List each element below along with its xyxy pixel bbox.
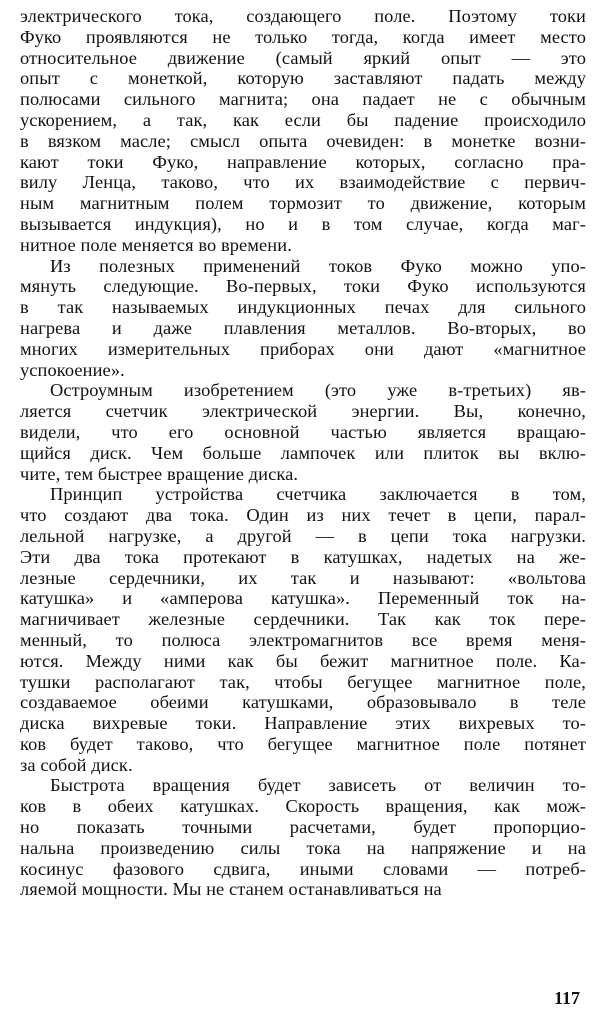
text-line: косинус фазового сдвига, иными словами — потреб- — [20, 858, 586, 879]
text-line: успокоение». — [20, 359, 125, 380]
text-line: ков в обеих катушках. Скорость вращения, как мож- — [20, 796, 586, 817]
text-line: нагрева и даже плавления металлов. Во-вторых, во — [20, 317, 586, 338]
text-line: что создают два тока. Один из них течет в цепи, парал- — [20, 505, 586, 526]
paragraph — [20, 380, 586, 484]
text-line: Остроумным изобретением (это уже в-третьих) яв- — [50, 380, 586, 401]
paragraph — [20, 6, 586, 256]
text-line: многих измерительных приборах они дают «магнитное — [20, 338, 586, 359]
text-line: вызывается индукция), но и в том случае, когда маг- — [20, 213, 586, 234]
text-line: лезные сердечники, их так и называют: «вольтова — [20, 567, 586, 588]
text-line: ным магнитным полем тормозит то движение, которым — [20, 193, 586, 214]
text-line: ускорением, а так, как если бы падение происходило — [20, 109, 586, 130]
text-line: ляется счетчик электрической энергии. Вы, конечно, — [20, 401, 586, 422]
text-line: кают токи Фуко, направление которых, согласно пра- — [20, 151, 586, 172]
text-line: тушки располагают так, чтобы бегущее магнитное поле, — [20, 671, 586, 692]
text-line: ются. Между ними как бы бежит магнитное поле. Ка- — [20, 650, 586, 671]
text-line: Эти два тока протекают в катушках, надетых на же- — [20, 546, 586, 567]
text-line: чите, тем быстрее вращение диска. — [20, 463, 299, 484]
text-line: относительное движение (самый яркий опыт — это — [20, 47, 586, 68]
text-line: опыт с монеткой, которую заставляют падать между — [20, 68, 586, 89]
text-line: мянуть следующие. Во-первых, токи Фуко используются — [20, 276, 586, 297]
text-line: но показать точными расчетами, будет пропорцио- — [20, 817, 586, 838]
text-line: катушка» и «амперова катушка». Переменный ток на- — [20, 588, 586, 609]
text-line: вилу Ленца, таково, что их взаимодействие с первич- — [20, 172, 586, 193]
text-line: видели, что его основной частью является вращаю- — [20, 421, 586, 442]
text-line: Принцип устройства счетчика заключается в том, — [50, 484, 586, 505]
text-line: магничивает железные сердечники. Так как ток пере- — [20, 609, 586, 630]
paragraph — [20, 484, 586, 775]
text-line: ков будет таково, что бегущее магнитное поле потянет — [20, 733, 586, 754]
text-line: в вязком масле; смысл опыта очевиден: в монетке возни- — [20, 130, 586, 151]
text-line: ляемой мощности. Мы не станем останавливаться на — [20, 879, 442, 900]
body-text — [20, 6, 586, 900]
text-line: создаваемое обеими катушками, образовывало в теле — [20, 692, 586, 713]
text-line: диска вихревые токи. Направление этих вихревых то- — [20, 713, 586, 734]
text-line: за собой диск. — [20, 754, 133, 775]
text-line: нальна произведению силы тока на напряжение и на — [20, 837, 586, 858]
text-line: в так называемых индукционных печах для сильного — [20, 297, 586, 318]
page-number: 117 — [553, 988, 580, 1008]
text-line: Быстрота вращения будет зависеть от величин то- — [50, 775, 586, 796]
text-line: щийся диск. Чем больше лампочек или плиток вы вклю- — [20, 442, 586, 463]
text-line: электрического тока, создающего поле. Поэтому токи — [20, 6, 586, 26]
paragraph — [20, 775, 586, 900]
text-line: лельной нагрузке, а другой — в цепи тока нагрузки. — [20, 525, 586, 546]
text-line: Из полезных применений токов Фуко можно упо- — [50, 255, 586, 276]
text-line: Фуко проявляются не только тогда, когда имеет место — [20, 26, 586, 47]
text-line: менный, то полюса электромагнитов все время меня- — [20, 629, 586, 650]
text-line: нитное поле меняется во времени. — [20, 234, 292, 255]
paragraph — [20, 256, 586, 381]
text-line: полюсами сильного магнита; она падает не с обычным — [20, 89, 586, 110]
